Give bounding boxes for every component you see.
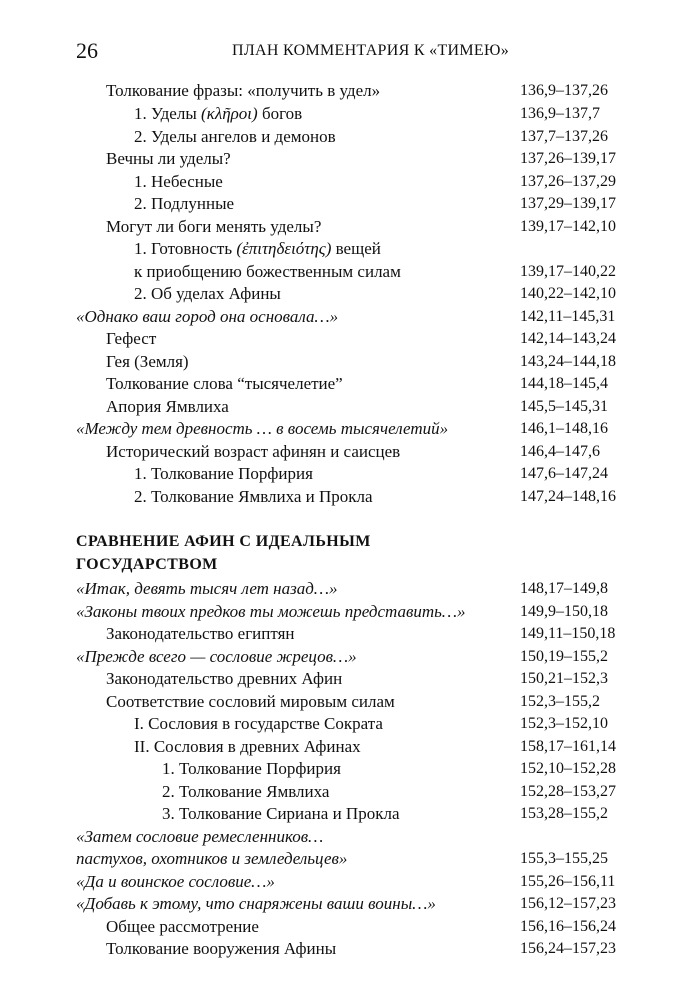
toc-entry [0,781,697,804]
toc-entry-pages: 146,4–147,6 [520,442,600,460]
toc-entry-pages: 153,28–155,2 [520,805,608,822]
toc-entry-pages: 136,9–137,26 [520,82,608,99]
toc-entry [0,803,697,826]
toc-entry [0,871,697,894]
toc-entry-pages: 137,29–139,17 [520,195,616,212]
toc-entry-pages: 145,5–145,31 [520,397,608,415]
toc-entry-pages: 156,16–156,24 [520,917,616,935]
toc-entry-pages: 152,3–155,2 [520,692,600,710]
toc-entry-pages: 148,17–149,8 [520,580,608,597]
toc-text-part: 1. Готовность [134,239,237,258]
toc-entry-pages: 139,17–142,10 [520,217,616,235]
toc-entry-pages: 147,24–148,16 [520,487,616,505]
toc-entry-title: «Законы твоих предков ты можешь представить…» [76,601,466,621]
toc-entry-pages: 142,11–145,31 [520,307,616,325]
toc-entry-pages: 150,19–155,2 [520,647,608,665]
toc-entry-title: Толкование фразы: «получить в удел» [106,81,381,100]
toc-entry-title: 3. Толкование Сириана и Прокла [162,804,400,823]
toc-entry-pages: 152,10–152,28 [520,760,616,777]
toc-entry [0,848,697,871]
toc-text-part: богов [257,104,303,123]
toc-entry-pages: 155,3–155,25 [520,850,608,867]
toc-entry-pages: 156,12–157,23 [520,895,616,912]
toc-entry [0,373,697,396]
toc-entry-pages: 150,21–152,3 [520,670,608,687]
toc-entry-title: I. Сословия в государстве Сократа [134,714,383,733]
toc-entry-title: пастухов, охотников и земледельцев» [76,849,348,868]
toc-entry-title: Апория Ямвлиха [106,396,229,416]
toc-entry-pages: 152,28–153,27 [520,782,616,800]
toc-entry [0,736,697,759]
toc-entry-pages: 144,18–145,4 [520,375,608,392]
toc-entry [0,646,697,669]
toc-entry [0,396,697,419]
toc-entry-title: Вечны ли уделы? [106,149,231,168]
toc-entry [0,148,697,171]
toc-entry-pages: 155,26–156,11 [520,872,616,890]
toc-entry-pages: 147,6–147,24 [520,465,608,482]
toc-entry [0,238,697,261]
toc-entry-pages: 143,24–144,18 [520,352,616,370]
toc-entry-pages: 139,17–140,22 [520,262,616,280]
toc-entry-pages: 137,26–137,29 [520,172,616,190]
toc-entry-title: Исторический возраст афинян и саисцев [106,441,401,461]
toc-entry-pages: 146,1–148,16 [520,420,608,437]
toc-entry-title: Общее рассмотрение [106,916,259,936]
toc-entry-pages: 140,22–142,10 [520,285,616,302]
toc-entry-title: 2. Уделы ангелов и демонов [134,126,336,146]
toc-entry [0,691,697,714]
toc-entry-title: Соответствие сословий мировым силам [106,691,395,711]
toc-entry-pages: 137,26–139,17 [520,150,616,167]
toc-entry-title: «Затем сословие ремесленников… [76,826,324,846]
toc-entry [0,418,697,441]
toc-entry-title: «Между тем древность … в восемь тысячелетий» [76,419,449,438]
toc-entry [0,938,697,961]
toc-entry-title: 2. Об уделах Афины [134,284,281,303]
toc-entry [0,623,697,646]
toc-entry [0,441,697,464]
toc-entry [0,351,697,374]
toc-entry [0,216,697,239]
toc-entry-pages: 158,17–161,14 [520,737,616,755]
toc-entry-pages: 136,9–137,7 [520,105,600,122]
toc-entry-title [134,238,381,260]
section-heading-continued: ГОСУДАРСТВОМ [76,556,218,573]
toc-entry-title: 1. Толкование Порфирия [134,464,313,483]
toc-entry-title [134,103,302,125]
toc-entry-title: 2. Толкование Ямвлиха и Прокла [134,486,373,506]
toc-entry-title: II. Сословия в древних Афинах [134,736,361,756]
toc-entry [0,193,697,216]
toc-entry-pages: 137,7–137,26 [520,127,608,145]
toc-entry-title: Толкование слова “тысячелетие” [106,374,343,393]
greek-term: (ἐπιτηδειότης) [236,239,332,258]
toc-entry-title: к приобщению божественным силам [134,261,401,281]
page-number: 26 [76,38,98,63]
toc-entry-title: Гефест [106,329,157,348]
toc-entry-title: «Да и воинское сословие…» [76,871,275,891]
toc-entry [0,103,697,126]
toc-entry-pages: 142,14–143,24 [520,330,616,347]
toc-entry-pages: 149,11–150,18 [520,625,616,642]
toc-entry [0,80,697,103]
toc-entry [0,486,697,509]
toc-entry [0,578,697,601]
running-title: ПЛАН КОММЕНТАРИЯ К «ТИМЕЮ» [232,42,510,59]
toc-entry [0,261,697,284]
toc-entry [0,126,697,149]
toc-text-part: 1. Уделы [134,104,202,123]
toc-entry-title: Законодательство древних Афин [106,669,343,688]
toc-entry [0,713,697,736]
toc-text-part: вещей [331,239,381,258]
toc-entry [0,916,697,939]
toc-entry [0,826,697,849]
toc-entry-title: 2. Толкование Ямвлиха [162,781,330,801]
toc-entry-title: Гея (Земля) [106,351,189,371]
section-heading: СРАВНЕНИЕ АФИН С ИДЕАЛЬНЫМ [76,533,371,550]
toc-entry-pages: 156,24–157,23 [520,940,616,957]
toc-entry [0,601,697,624]
toc-entry [0,306,697,329]
toc-entry-title: 1. Небесные [134,171,223,191]
toc-entry-title: «Добавь к этому, что снаряжены ваши воины…» [76,894,436,913]
toc-entry-title: «Однако ваш город она основала…» [76,306,339,326]
toc-entry-pages: 149,9–150,18 [520,602,608,620]
toc-entry-title: «Итак, девять тысяч лет назад…» [76,579,338,598]
toc-entry [0,463,697,486]
toc-entry-title: 1. Толкование Порфирия [162,759,341,778]
toc-entry [0,328,697,351]
toc-entry [0,283,697,306]
toc-entry [0,893,697,916]
toc-entry [0,171,697,194]
toc-entry-title: «Прежде всего — сословие жрецов…» [76,646,357,666]
toc-entry-title: 2. Подлунные [134,194,235,213]
toc-entry-pages: 152,3–152,10 [520,715,608,732]
toc-entry [0,758,697,781]
toc-entry [0,668,697,691]
toc-entry-title: Толкование вооружения Афины [106,939,337,958]
greek-term: (κλῆροι) [201,104,258,123]
toc-entry-title: Законодательство египтян [106,624,295,643]
toc-entry-title: Могут ли боги менять уделы? [106,216,322,236]
